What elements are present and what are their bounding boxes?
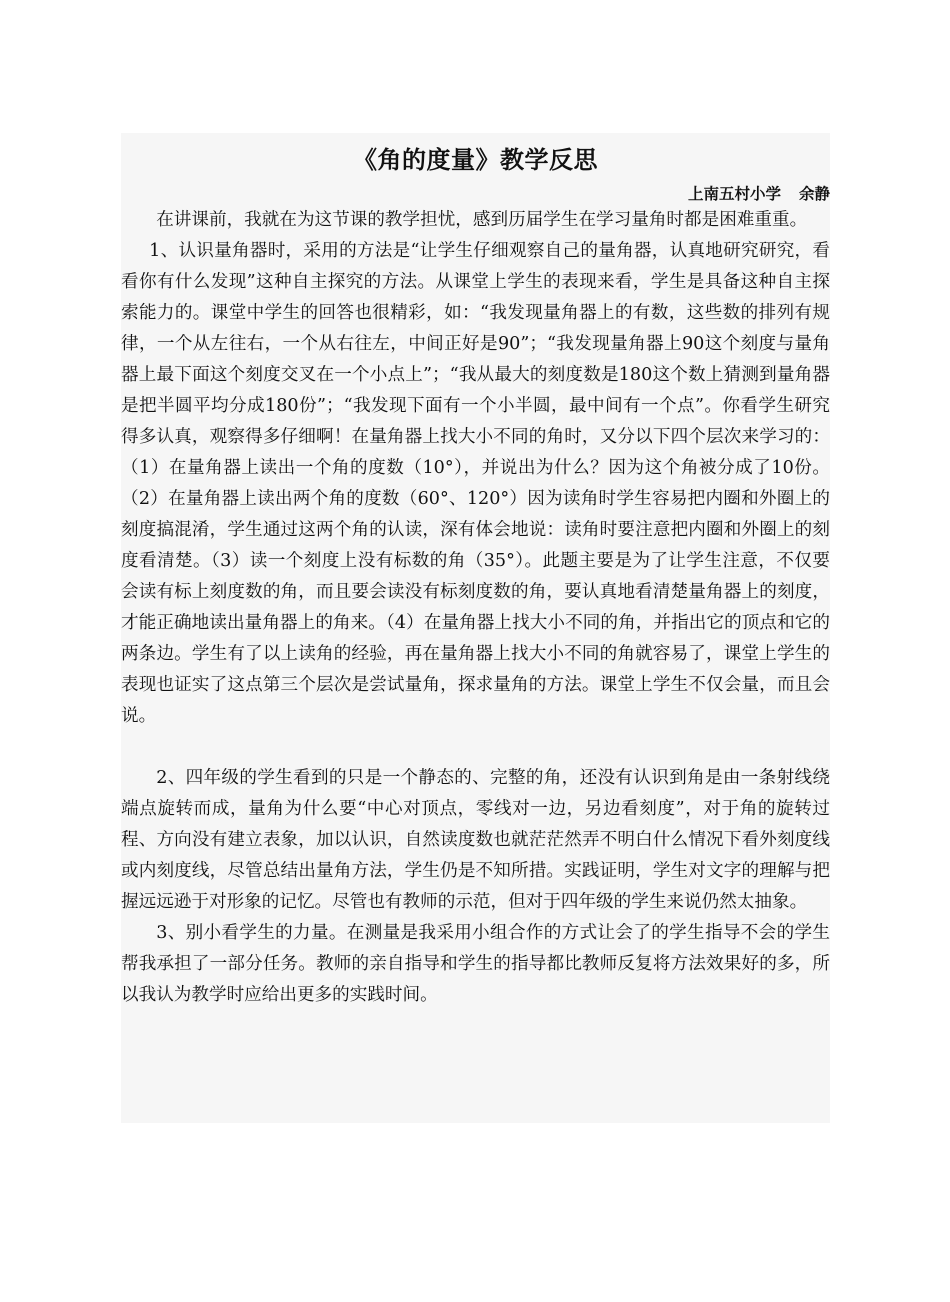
author-name: 余静 [798, 185, 830, 203]
paragraph-point-3: 3、别小看学生的力量。在测量是我采用小组合作的方式让会了的学生指导不会的学生帮我承担了一部分任务。教师的亲自指导和学生的指导都比教师反复将方法效果好的多，所以我认为教学时应给出更多的实践时间。 [121, 923, 830, 1005]
author-line [121, 183, 830, 205]
paragraph-intro: 在讲课前，我就在为这节课的教学担忧，感到历届学生在学习量角时都是困难重重。 [156, 210, 808, 230]
author-school: 上南五村小学 [687, 185, 781, 203]
document-body [121, 133, 830, 1123]
paragraph-point-2: 2、四年级的学生看到的只是一个静态的、完整的角，还没有认识到角是由一条射线绕端点旋转而成，量角为什么要“中心对顶点，零线对一边，另边看刻度”，对于角的旋转过程、方向没有建立表象，加以认识，自然读度数也就茫茫然弄不明白什么情况下看外刻度线或内刻度线，尽管总结出量角方法，学生仍是不知所措。实践证明，学生对文字的理解与把握远远逊于对形象的记忆。尽管也有教师的示范，但对于四年级的学生来说仍然太抽象。 [121, 768, 830, 912]
paragraph-spacer [121, 732, 830, 763]
document-title: 《角的度量》教学反思 [353, 146, 598, 174]
paragraph-point-1: 1、认识量角器时，采用的方法是“让学生仔细观察自己的量角器，认真地研究研究，看看你有什么发现”这种自主探究的方法。从课堂上学生的表现来看，学生是具备这种自主探索能力的。课堂中学生的回答也很精彩，如：“我发现量角器上的有数，这些数的排列有规律，一个从左往右，一个从右往左，中间正好是90”；“我发现量角器上90这个刻度与量角器上最下面这个刻度交叉在一个小点上”；“我从最大的刻度数是180这个数上猜测到量角器是把半圆平均分成180份”；“我发现下面有一个小半圆，最中间有一个点”。你看学生研究得多认真，观察得多仔细啊！在量角器上找大小不同的角时，又分以下四个层次来学习的：（1）在量角器上读出一个角的度数（10°），并说出为什么？因为这个角被分成了10份。（2）在量角器上读出两个角的度数（60°、120°）因为读角时学生容易把内圈和外圈上的刻度搞混淆，学生通过这两个角的认读，深有体会地说：读角时要注意把内圈和外圈上的刻度看清楚。（3）读一个刻度上没有标数的角（35°）。此题主要是为了让学生注意，不仅要会读有标上刻度数的角，而且要会读没有标刻度数的角，要认真地看清楚量角器上的刻度，才能正确地读出量角器上的角来。（4）在量角器上找大小不同的角，并指出它的顶点和它的两条边。学生有了以上读角的经验，再在量角器上找大小不同的角就容易了，课堂上学生的表现也证实了这点第三个层次是尝试量角，探求量角的方法。课堂上学生不仅会量，而且会说。 [121, 241, 830, 726]
